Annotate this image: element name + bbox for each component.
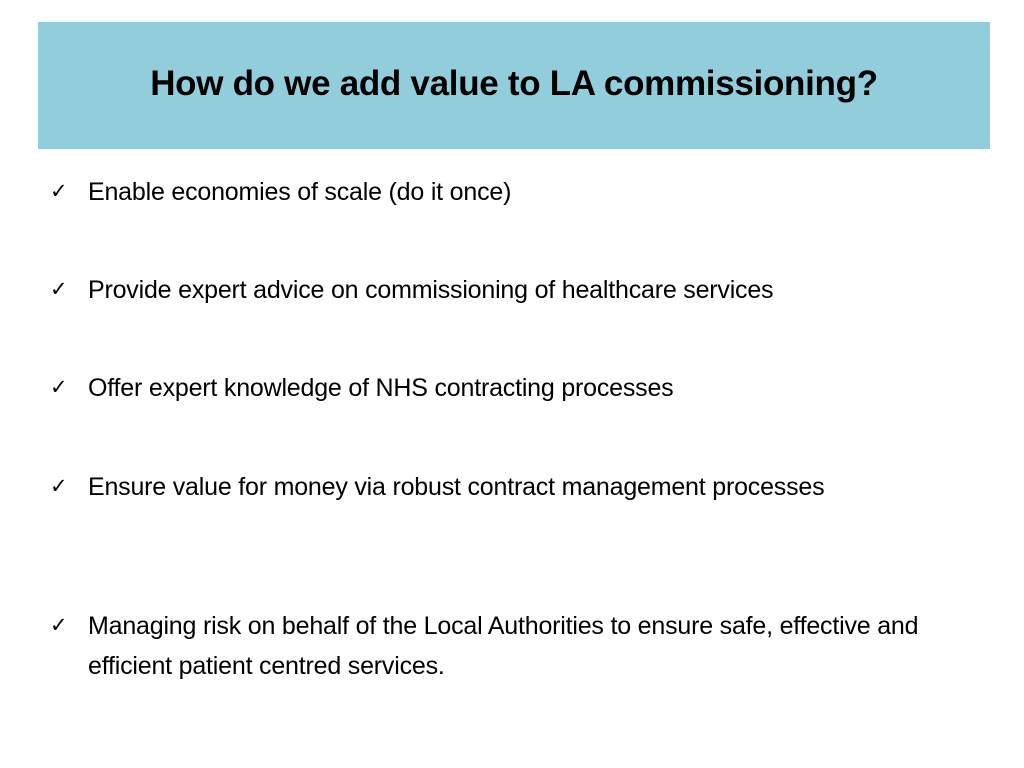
checkmark-icon: ✓ [50, 179, 68, 203]
bullet-text: Enable economies of scale (do it once) [88, 178, 512, 206]
bullet-item [48, 270, 978, 310]
bullet-text: Managing risk on behalf of the Local Authorities to ensure safe, effective and efficient patient centred services. [88, 612, 919, 680]
bullet-item [48, 606, 978, 686]
checkmark-icon: ✓ [50, 474, 68, 498]
bullet-text: Offer expert knowledge of NHS contracting processes [88, 374, 674, 402]
bullet-item [48, 172, 978, 212]
bullet-item [48, 467, 978, 507]
checkmark-icon: ✓ [50, 613, 68, 637]
bullet-text: Ensure value for money via robust contract management processes [88, 473, 825, 501]
checkmark-icon: ✓ [50, 375, 68, 399]
bullet-item [48, 368, 978, 408]
checkmark-icon: ✓ [50, 277, 68, 301]
slide-title: How do we add value to LA commissioning? [150, 63, 878, 103]
bullet-text: Provide expert advice on commissioning of healthcare services [88, 276, 774, 304]
